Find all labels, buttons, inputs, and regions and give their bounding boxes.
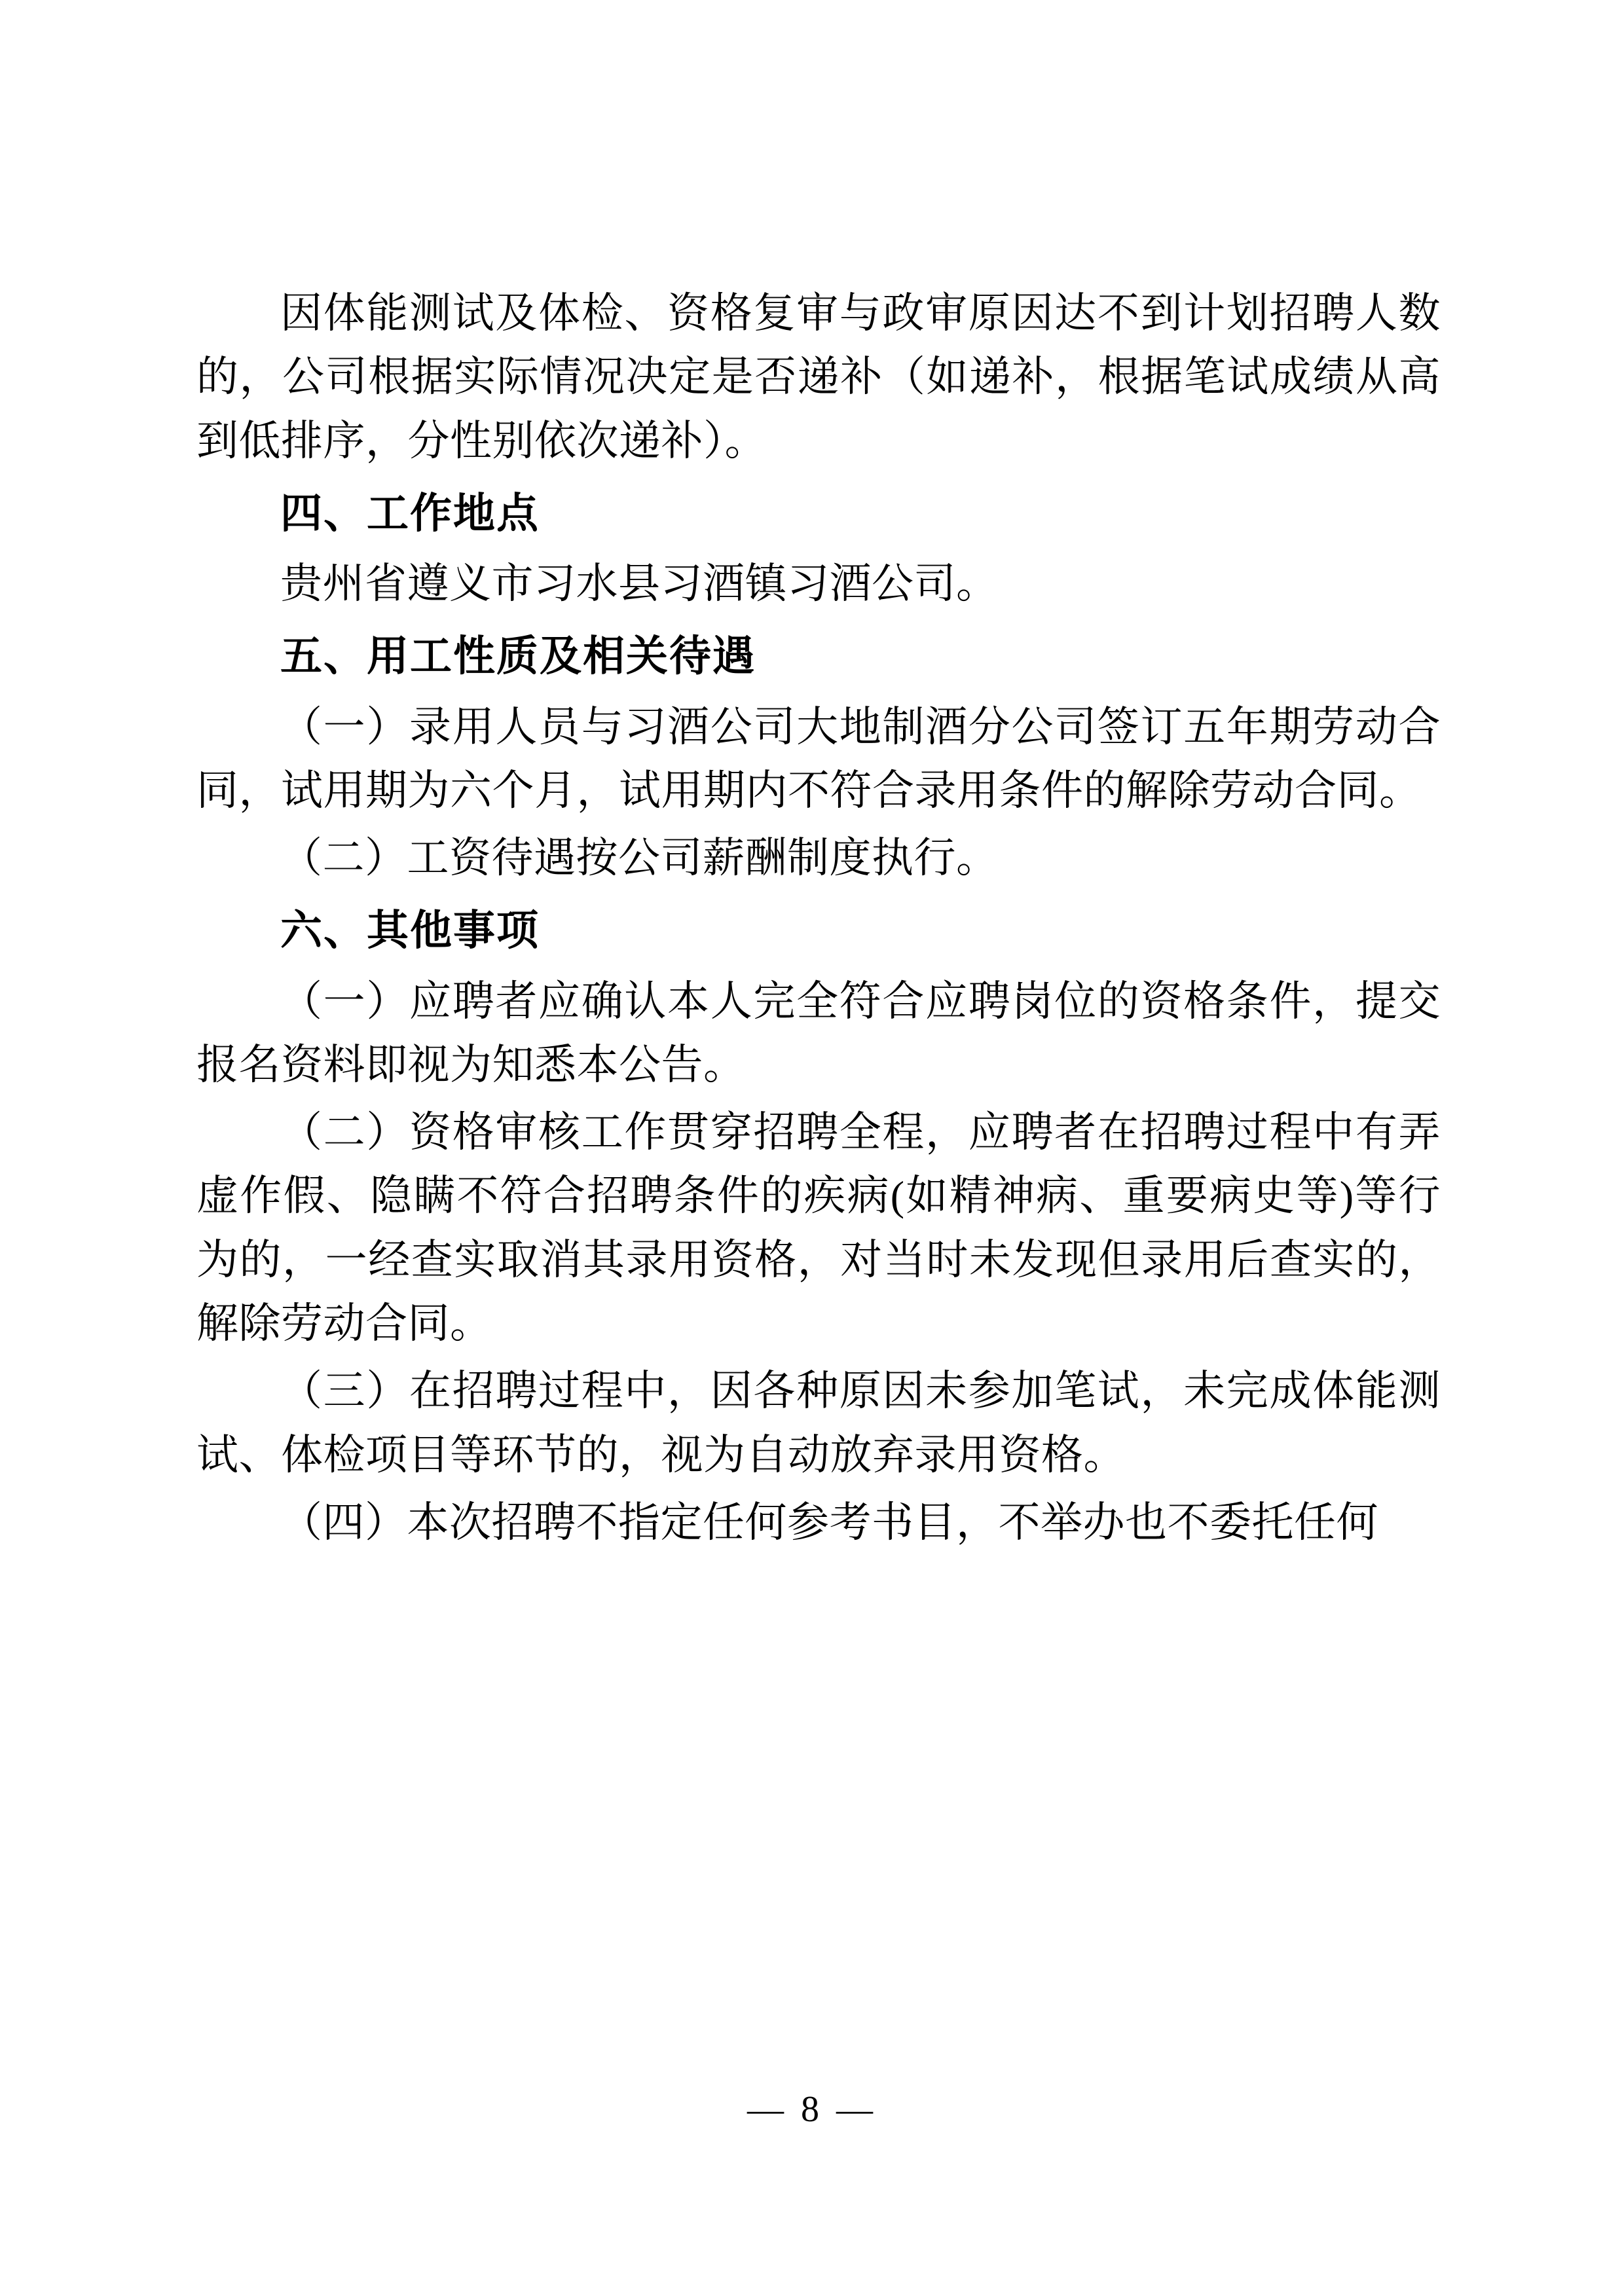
paragraph-other-3: （三）在招聘过程中，因各种原因未参加笔试，未完成体能测试、体检项目等环节的，视为自动放弃录用资格。	[196, 1368, 1441, 1478]
paragraph-other-4: （四）本次招聘不指定任何参考书目，不举办也不委托任何	[280, 1499, 1378, 1546]
paragraph-work-location: 贵州省遵义市习水县习酒镇习酒公司。	[280, 560, 999, 608]
paragraph-salary: （二）工资待遇按公司薪酬制度执行。	[280, 835, 999, 882]
heading-other-matters: 六、其他事项	[280, 907, 540, 955]
document-body	[196, 282, 1441, 1554]
page-footer	[0, 2088, 1624, 2130]
paragraph-other-2: （二）资格审核工作贯穿招聘全程，应聘者在招聘过程中有弄虚作假、隐瞒不符合招聘条件的疾病(如精神病、重要病史等)等行为的，一经查实取消其录用资格，对当时未发现但录用后查实的，解除劳动合同。	[196, 1109, 1441, 1347]
page-number: — 8 —	[747, 2089, 877, 2130]
paragraph-supplement: 因体能测试及体检、资格复审与政审原因达不到计划招聘人数的，公司根据实际情况决定是否递补（如递补，根据笔试成绩从高到低排序，分性别依次递补）。	[196, 290, 1441, 464]
paragraph-other-1: （一）应聘者应确认本人完全符合应聘岗位的资格条件，提交报名资料即视为知悉本公告。	[196, 977, 1441, 1088]
paragraph-contract: （一）录用人员与习酒公司大地制酒分公司签订五年期劳动合同，试用期为六个月，试用期内不符合录用条件的解除劳动合同。	[196, 703, 1441, 814]
heading-employment-nature: 五、用工性质及相关待遇	[280, 633, 756, 680]
heading-work-location: 四、工作地点	[280, 490, 540, 537]
